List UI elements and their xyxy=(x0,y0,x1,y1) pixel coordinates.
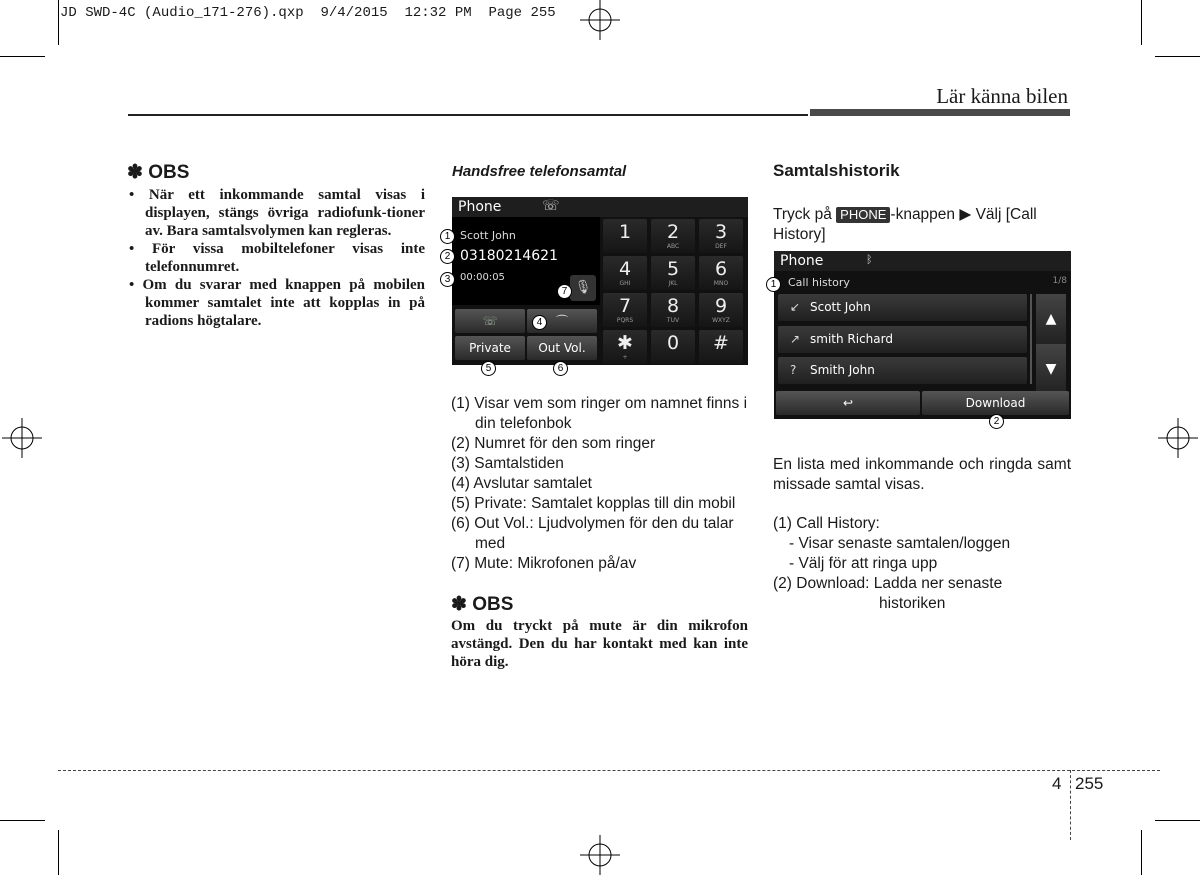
history-item[interactable] xyxy=(778,326,1027,353)
definition-list xyxy=(773,514,1071,614)
page-indicator: 1/8 xyxy=(1052,276,1067,286)
handset-icon: ☏ xyxy=(482,314,498,328)
crop-mark xyxy=(58,830,59,875)
call-history-screen xyxy=(774,251,1071,419)
caller-number: 03180214621 xyxy=(460,248,558,264)
outgoing-call-icon: ↗ xyxy=(790,332,801,346)
back-arrow-icon: ↩ xyxy=(842,396,854,410)
callout-marker: 2 xyxy=(989,414,1004,429)
callout-marker: 2 xyxy=(440,249,455,264)
registration-mark xyxy=(580,835,620,875)
key-digit: 4 xyxy=(618,258,632,280)
key-letters: WXYZ xyxy=(712,317,730,324)
footer-rule xyxy=(58,770,1160,771)
crop-mark xyxy=(0,820,45,821)
keypad-key[interactable] xyxy=(603,219,647,253)
obs-bullet: • För vissa mobiltelefoner visas inte telefonnumret. xyxy=(129,241,425,275)
dial-keypad xyxy=(600,217,748,365)
callout-marker: 6 xyxy=(553,361,568,376)
intro-after: -knappen ▶ Välj [Call History] xyxy=(773,206,1037,243)
keypad-key[interactable] xyxy=(651,293,695,327)
obs-text: Om du tryckt på mute är din mikrofon avstängd. Den du har kontakt med kan inte höra dig. xyxy=(451,618,748,670)
list-item: (6) Out Vol.: Ljudvolymen för den du talar med xyxy=(451,515,734,552)
microphone-icon: 🎙 xyxy=(574,280,592,295)
list-item: (2) Numret för den som ringer xyxy=(451,435,656,452)
key-digit: ✱ xyxy=(617,332,633,354)
list-item: (5) Private: Samtalet kopplas till din mobil xyxy=(451,495,736,512)
contact-name: Smith John xyxy=(810,363,875,377)
keypad-key[interactable] xyxy=(603,293,647,327)
back-button[interactable] xyxy=(776,391,920,415)
crop-mark xyxy=(1155,56,1200,57)
key-digit: 7 xyxy=(618,295,632,317)
triangle-down-icon: ▼ xyxy=(1045,361,1057,377)
keypad-key[interactable] xyxy=(651,330,695,364)
intro-text xyxy=(773,205,1071,245)
contact-name: smith Richard xyxy=(810,332,893,346)
incoming-call-icon: ↙ xyxy=(790,300,801,314)
missed-call-icon: ? xyxy=(790,363,797,377)
list-item: (1) Visar vem som ringer om namnet finns i din telefonbok xyxy=(451,395,748,432)
key-letters: MNO xyxy=(713,280,729,287)
definition-item: historiken xyxy=(879,595,946,612)
keypad-key[interactable] xyxy=(699,256,743,290)
definition-item: - Välj för att ringa upp xyxy=(789,555,938,572)
phone-key-label: PHONE xyxy=(836,207,890,223)
feature-list xyxy=(451,394,748,574)
registration-mark xyxy=(580,0,620,40)
contact-name: Scott John xyxy=(810,300,871,314)
out-vol-button[interactable]: Out Vol. xyxy=(527,336,597,360)
key-letters: TUV xyxy=(666,317,680,324)
callout-marker: 7 xyxy=(557,284,572,299)
definition-item: - Visar senaste samtalen/loggen xyxy=(789,535,1011,552)
key-digit: 8 xyxy=(666,295,680,317)
title-rule-accent xyxy=(810,109,1070,116)
screen-title: Phone xyxy=(458,199,502,215)
keypad-key[interactable] xyxy=(651,256,695,290)
obs-heading: ✽ OBS xyxy=(127,162,190,183)
obs-bullet: • När ett inkommande samtal visas i displayen, stängs övriga radiofunk-tioner av. Bara samtalsvolymen kan regleras. xyxy=(129,187,425,239)
page-number: 255 xyxy=(1075,774,1104,793)
scrollbar[interactable] xyxy=(1030,294,1032,384)
key-digit: 3 xyxy=(714,221,728,243)
callout-marker: 3 xyxy=(440,272,455,287)
crop-mark xyxy=(58,0,59,45)
list-item: (7) Mute: Mikrofonen på/av xyxy=(451,555,637,572)
keypad-key[interactable] xyxy=(699,219,743,253)
definition-item: (1) Call History: xyxy=(773,515,880,532)
callout-marker: 1 xyxy=(766,277,781,292)
handset-icon: ☏ xyxy=(542,198,560,214)
history-description: En lista med inkommande och ringda samt missade samtal visas. xyxy=(773,456,1071,493)
keypad-key[interactable] xyxy=(603,330,647,364)
scroll-down-button[interactable] xyxy=(1036,344,1066,394)
callout-marker: 1 xyxy=(440,229,455,244)
screen-title: Phone xyxy=(780,253,824,269)
scroll-up-button[interactable] xyxy=(1036,294,1066,344)
accept-call-button[interactable] xyxy=(455,309,525,333)
crop-mark xyxy=(1141,0,1142,45)
caller-name: Scott John xyxy=(460,229,516,242)
section-heading: Samtalshistorik xyxy=(773,161,900,180)
crop-mark xyxy=(1141,830,1142,875)
key-digit: 9 xyxy=(714,295,728,317)
screen-subtitle: Call history xyxy=(788,276,850,289)
obs-heading: ✽ OBS xyxy=(451,594,514,615)
keypad-key[interactable] xyxy=(699,293,743,327)
history-item[interactable] xyxy=(778,294,1027,321)
obs-bullets xyxy=(129,186,425,330)
footer-divider xyxy=(1070,770,1071,840)
callout-marker: 4 xyxy=(532,315,547,330)
definition-item: (2) Download: Ladda ner senaste xyxy=(773,575,1003,592)
title-rule xyxy=(128,114,808,116)
registration-mark xyxy=(2,418,42,458)
crop-mark xyxy=(0,56,45,57)
key-letters: ABC xyxy=(666,243,680,250)
mute-button[interactable] xyxy=(570,275,596,301)
private-button[interactable]: Private xyxy=(455,336,525,360)
section-title: Lär känna bilen xyxy=(936,84,1068,108)
bluetooth-icon: ᛒ xyxy=(866,253,873,266)
chapter-number: 4 xyxy=(1052,774,1062,793)
intro-before: Tryck på xyxy=(773,206,832,223)
obs-bullet: • Om du svarar med knappen på mobilen kommer samtalet inte att kopplas in på radions högtalare. xyxy=(129,277,425,329)
key-digit: 1 xyxy=(618,221,632,243)
keypad-key[interactable] xyxy=(651,219,695,253)
figure-caption: Handsfree telefonsamtal xyxy=(452,163,627,180)
key-digit: 5 xyxy=(666,258,680,280)
download-button[interactable]: Download xyxy=(922,391,1069,415)
key-letters: JKL xyxy=(668,280,678,287)
list-item: (3) Samtalstiden xyxy=(451,455,564,472)
history-item[interactable] xyxy=(778,357,1027,384)
callout-marker: 5 xyxy=(481,361,496,376)
keypad-key[interactable] xyxy=(603,256,647,290)
crop-mark xyxy=(1155,820,1200,821)
call-duration: 00:00:05 xyxy=(460,272,505,283)
list-item: (4) Avslutar samtalet xyxy=(451,475,592,492)
key-digit: # xyxy=(713,332,729,354)
key-letters: PQRS xyxy=(616,317,634,324)
key-digit: 2 xyxy=(666,221,680,243)
key-letters: GHI xyxy=(619,280,631,287)
file-header: JD SWD-4C (Audio_171-276).qxp 9/4/2015 12:32 PM Page 255 xyxy=(60,5,556,21)
key-digit: 0 xyxy=(666,332,680,354)
phone-call-screen xyxy=(452,197,748,365)
registration-mark xyxy=(1158,418,1198,458)
hang-up-icon: ⌒ xyxy=(555,314,568,328)
key-letters: + xyxy=(622,354,628,361)
key-digit: 6 xyxy=(714,258,728,280)
keypad-key[interactable] xyxy=(699,330,743,364)
key-letters: DEF xyxy=(715,243,727,250)
triangle-up-icon: ▲ xyxy=(1045,311,1057,327)
